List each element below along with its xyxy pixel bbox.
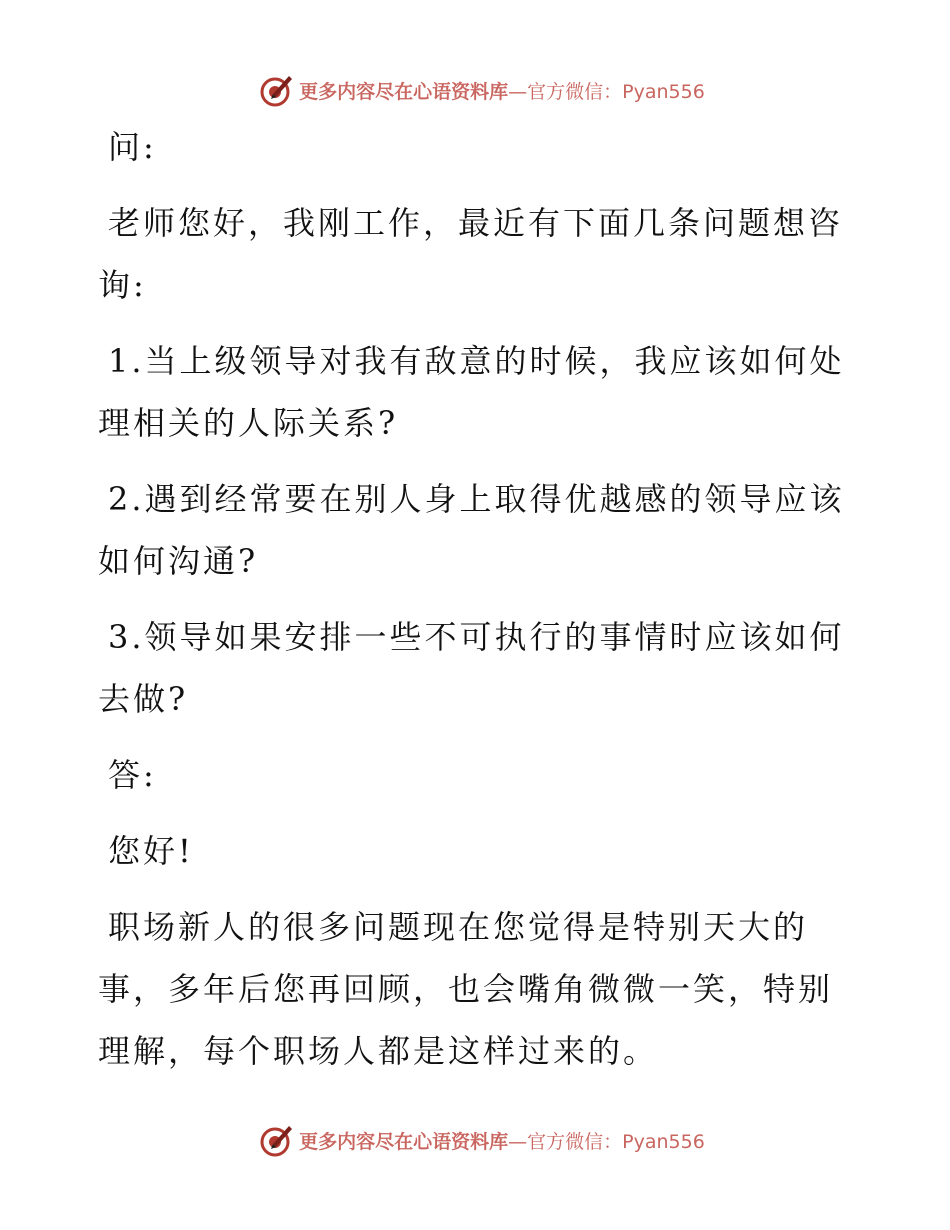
header-banner-wechat: —官方微信：Pyan556 bbox=[508, 80, 705, 103]
question-item-1: 1.当上级领导对我有敌意的时候，我应该如何处理相关的人际关系? bbox=[98, 342, 845, 442]
footer-banner-text bbox=[299, 1127, 705, 1154]
answer-paragraph: 职场新人的很多问题现在您觉得是特别天大的事，多年后您再回顾，也会嘴角微微一笑，特别理解，每个职场人都是这样过来的。 bbox=[98, 908, 834, 1070]
footer-banner-main: 更多内容尽在心语资料库 bbox=[299, 1130, 509, 1153]
header-banner bbox=[0, 70, 950, 110]
question-label: 问: bbox=[108, 128, 157, 166]
answer-label: 答: bbox=[108, 756, 157, 794]
question-item-3: 3.领导如果安排一些不可执行的事情时应该如何去做? bbox=[98, 618, 845, 718]
pen-logo-icon bbox=[259, 1122, 295, 1158]
footer-banner-wechat: —官方微信：Pyan556 bbox=[508, 1130, 705, 1153]
answer-greeting: 您好! bbox=[108, 832, 194, 870]
footer-banner bbox=[0, 1120, 950, 1160]
header-banner-main: 更多内容尽在心语资料库 bbox=[299, 80, 509, 103]
question-intro: 老师您好，我刚工作，最近有下面几条问题想咨询: bbox=[98, 204, 844, 304]
question-item-2: 2.遇到经常要在别人身上取得优越感的领导应该如何沟通? bbox=[98, 480, 845, 580]
document-body bbox=[98, 116, 858, 1096]
header-banner-inner bbox=[259, 72, 705, 108]
header-banner-text bbox=[299, 77, 705, 104]
footer-banner-inner bbox=[259, 1122, 705, 1158]
pen-logo-icon bbox=[259, 72, 295, 108]
